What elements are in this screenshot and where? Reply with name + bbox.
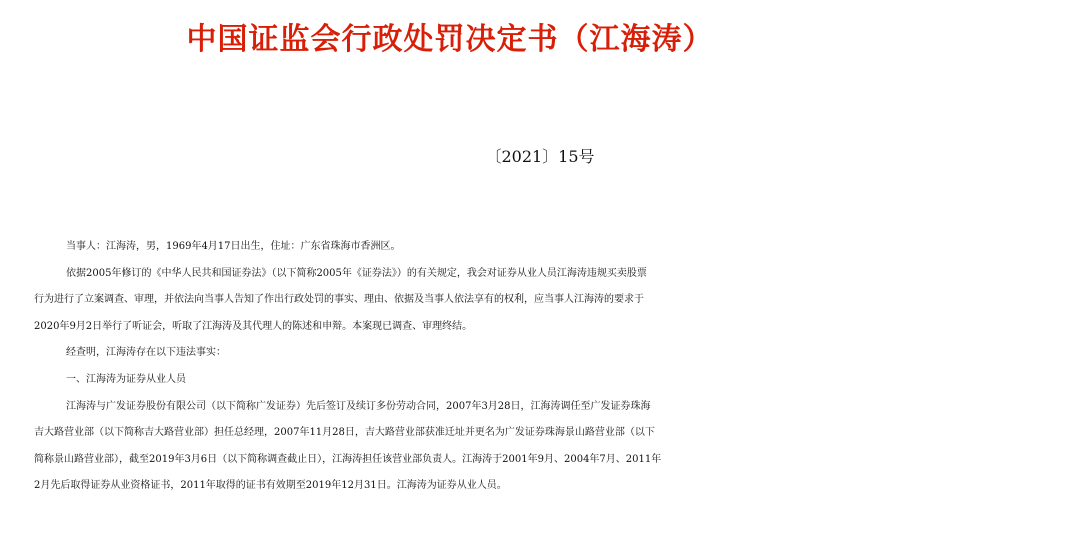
body-line-8: 吉大路营业部（以下简称吉大路营业部）担任总经理，2007年11月28日，吉大路营业部获准迁址并更名为广发证券珠海景山路营业部（以下 [34, 427, 655, 439]
body-line-1: 当事人：江海涛，男，1969年4月17日出生，住址：广东省珠海市香洲区。 [66, 241, 401, 252]
body-line-10: 2月先后取得证券从业资格证书，2011年取得的证书有效期至2019年12月31日。江海涛为证券从业人员。 [34, 480, 507, 492]
body-line-2: 依据2005年修订的《中华人民共和国证券法》（以下简称2005年《证券法》）的有关规定，我会对证券从业人员江海涛违规买卖股票 [66, 267, 647, 279]
body-line-6: 一、江海涛为证券从业人员 [66, 373, 186, 385]
document-body [0, 234, 1080, 500]
body-line-4: 2020年9月2日举行了听证会，听取了江海涛及其代理人的陈述和申辩。本案现已调查、审理终结。 [34, 320, 473, 332]
body-line-9: 简称景山路营业部），截至2019年3月6日（以下简称调查截止日），江海涛担任该营业部负责人。江海涛于2001年9月、2004年7月、2011年 [34, 453, 662, 465]
document-number: 〔2021〕15号 [485, 147, 595, 166]
body-line-5: 经查明，江海涛存在以下违法事实： [66, 347, 226, 359]
document-title: 中国证监会行政处罚决定书（江海涛） [186, 22, 714, 57]
body-line-7: 江海涛与广发证券股份有限公司（以下简称广发证券）先后签订及续订多份劳动合同，2007年3月28日，江海涛调任至广发证券珠海 [66, 400, 651, 412]
body-line-3: 行为进行了立案调查、审理，并依法向当事人告知了作出行政处罚的事实、理由、依据及当事人依法享有的权利，应当事人江海涛的要求于 [34, 294, 644, 306]
